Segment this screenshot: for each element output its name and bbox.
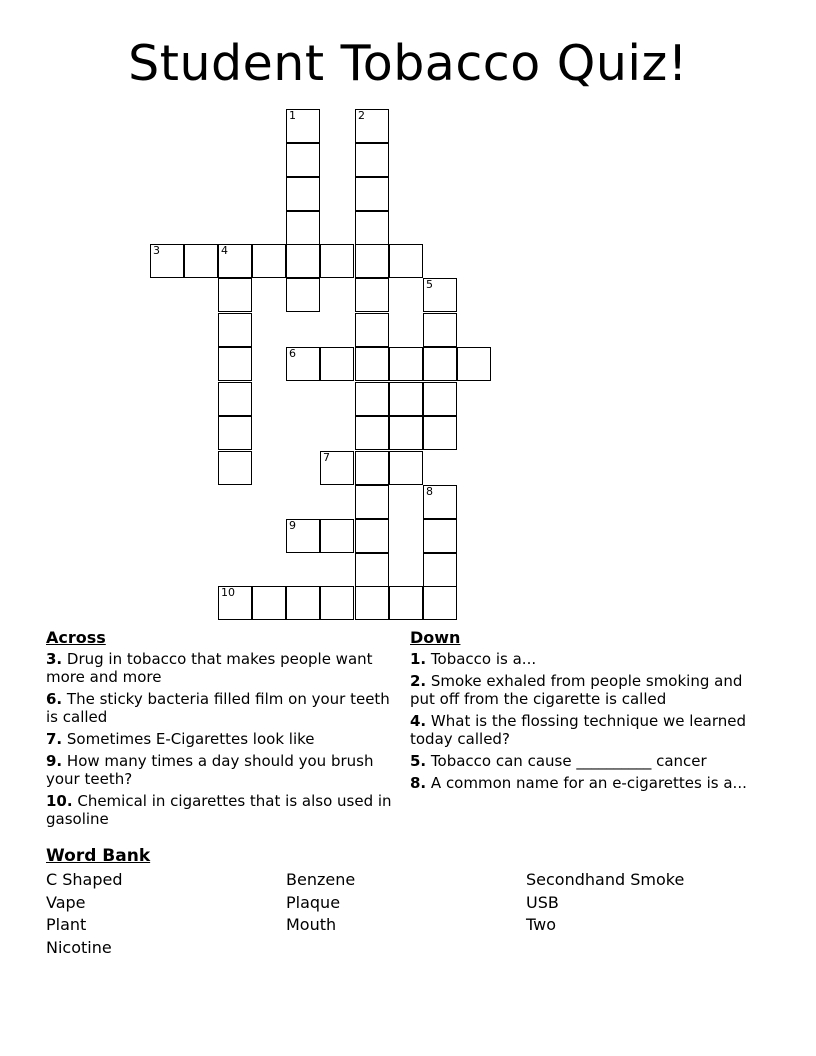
word-bank-section xyxy=(46,845,766,959)
crossword-cell[interactable] xyxy=(218,278,252,312)
clue-text: How many times a day should you brush your teeth? xyxy=(46,752,374,788)
clue-text: Drug in tobacco that makes people want more and more xyxy=(46,650,373,686)
clue-text: Chemical in cigarettes that is also used in gasoline xyxy=(46,792,392,828)
clue-number: 3. xyxy=(46,650,63,668)
crossword-cell[interactable] xyxy=(423,519,457,553)
crossword-cell[interactable] xyxy=(286,347,320,381)
crossword-cell[interactable] xyxy=(252,244,286,278)
crossword-cell[interactable] xyxy=(355,416,389,450)
clues-down-column xyxy=(410,628,755,796)
crossword-cell[interactable] xyxy=(286,278,320,312)
crossword-cell[interactable] xyxy=(389,382,423,416)
crossword-cell[interactable] xyxy=(355,177,389,211)
crossword-cell-number: 6 xyxy=(289,347,296,360)
crossword-cell[interactable] xyxy=(286,109,320,143)
clue-number: 5. xyxy=(410,752,427,770)
page-title: Student Tobacco Quiz! xyxy=(128,35,688,92)
crossword-cell[interactable] xyxy=(423,416,457,450)
crossword-cell[interactable] xyxy=(355,347,389,381)
crossword-cell[interactable] xyxy=(389,586,423,620)
crossword-cell[interactable] xyxy=(355,143,389,177)
crossword-cell[interactable] xyxy=(423,347,457,381)
clue-text: Smoke exhaled from people smoking and put off from the cigarette is called xyxy=(410,672,743,708)
clue-number: 4. xyxy=(410,712,427,730)
crossword-cell[interactable] xyxy=(320,347,354,381)
crossword-cell[interactable] xyxy=(184,244,218,278)
word-bank-column xyxy=(526,869,766,959)
clue-item-down-8 xyxy=(410,774,755,792)
crossword-cell[interactable] xyxy=(355,485,389,519)
crossword-cell[interactable] xyxy=(252,586,286,620)
crossword-cell-number: 7 xyxy=(323,451,330,464)
word-bank-word: Nicotine xyxy=(46,937,112,957)
clue-item-down-5 xyxy=(410,752,755,770)
crossword-cell[interactable] xyxy=(218,382,252,416)
crossword-cell[interactable] xyxy=(355,244,389,278)
clue-item-down-1 xyxy=(410,650,755,668)
clues-across-column xyxy=(46,628,396,832)
clue-item-across-3 xyxy=(46,650,396,686)
crossword-cell[interactable] xyxy=(320,244,354,278)
crossword-cell[interactable] xyxy=(355,382,389,416)
crossword-cell[interactable] xyxy=(286,586,320,620)
crossword-cell[interactable] xyxy=(218,451,252,485)
crossword-cell[interactable] xyxy=(355,109,389,143)
word-bank-word: Plant xyxy=(46,915,87,934)
crossword-cell[interactable] xyxy=(218,313,252,347)
clue-text: Tobacco can cause __________ cancer xyxy=(426,752,707,770)
crossword-cell[interactable] xyxy=(218,244,252,278)
word-bank-word: Plaque xyxy=(286,892,341,912)
crossword-cell[interactable] xyxy=(423,485,457,519)
clue-text: Sometimes E-Cigarettes look like xyxy=(62,730,315,748)
crossword-cell[interactable] xyxy=(218,586,252,620)
clue-text: A common name for an e-cigarettes is a... xyxy=(426,774,747,792)
crossword-cell-number: 4 xyxy=(221,244,228,257)
crossword-cell-number: 3 xyxy=(153,244,160,257)
clue-number: 2. xyxy=(410,672,427,690)
clue-number: 7. xyxy=(46,730,63,748)
clue-text: The sticky bacteria filled film on your teeth is called xyxy=(46,690,390,726)
word-bank-heading: Word Bank xyxy=(46,846,151,866)
word-bank-word: Secondhand Smoke xyxy=(526,870,685,889)
word-bank-word: Benzene xyxy=(286,870,356,889)
crossword-cell[interactable] xyxy=(423,313,457,347)
clues-down-list xyxy=(410,650,755,792)
crossword-cell-number: 8 xyxy=(426,485,433,498)
clues-section xyxy=(0,628,816,838)
crossword-cell[interactable] xyxy=(389,347,423,381)
clue-number: 10. xyxy=(46,792,73,810)
crossword-cell[interactable] xyxy=(150,244,184,278)
crossword-cell[interactable] xyxy=(320,519,354,553)
word-bank-column xyxy=(46,869,286,959)
crossword-cell[interactable] xyxy=(389,451,423,485)
crossword-cell[interactable] xyxy=(320,451,354,485)
crossword-cell-number: 5 xyxy=(426,278,433,291)
crossword-cell-number: 2 xyxy=(358,109,365,122)
crossword-cell[interactable] xyxy=(355,586,389,620)
word-bank-word: Mouth xyxy=(286,915,337,934)
crossword-cell[interactable] xyxy=(423,586,457,620)
crossword-cell-number: 1 xyxy=(289,109,296,122)
word-bank-column xyxy=(286,869,526,959)
crossword-cell[interactable] xyxy=(389,416,423,450)
clue-number: 1. xyxy=(410,650,427,668)
crossword-cell[interactable] xyxy=(320,586,354,620)
clue-number: 8. xyxy=(410,774,427,792)
clue-text: What is the flossing technique we learned today called? xyxy=(410,712,747,748)
crossword-cell[interactable] xyxy=(355,313,389,347)
word-bank-word: C Shaped xyxy=(46,870,123,889)
crossword-cell[interactable] xyxy=(423,382,457,416)
clues-across-list xyxy=(46,650,396,828)
crossword-cell-number: 9 xyxy=(289,519,296,532)
crossword-cell[interactable] xyxy=(218,416,252,450)
clue-item-down-2 xyxy=(410,672,755,708)
word-bank-word: Vape xyxy=(46,892,86,912)
crossword-cell[interactable] xyxy=(355,519,389,553)
word-bank-columns xyxy=(46,869,766,959)
clue-number: 6. xyxy=(46,690,63,708)
crossword-cell[interactable] xyxy=(355,278,389,312)
crossword-cell[interactable] xyxy=(423,553,457,587)
crossword-cell[interactable] xyxy=(286,143,320,177)
crossword-cell[interactable] xyxy=(389,244,423,278)
crossword-cell-number: 10 xyxy=(221,586,235,599)
crossword-cell[interactable] xyxy=(286,211,320,245)
clue-item-down-4 xyxy=(410,712,755,748)
clue-number: 9. xyxy=(46,752,63,770)
word-bank-word: USB xyxy=(526,892,559,912)
crossword-cell[interactable] xyxy=(218,347,252,381)
crossword-cell[interactable] xyxy=(286,244,320,278)
clues-across-heading: Across xyxy=(46,628,106,647)
crossword-cell[interactable] xyxy=(286,519,320,553)
clue-item-across-9 xyxy=(46,752,396,788)
crossword-cell[interactable] xyxy=(457,347,491,381)
crossword-cell[interactable] xyxy=(355,553,389,587)
clue-text: Tobacco is a... xyxy=(426,650,537,668)
clues-down-heading: Down xyxy=(410,628,461,647)
crossword-cell[interactable] xyxy=(355,451,389,485)
clue-item-across-7 xyxy=(46,730,396,748)
word-bank-word: Two xyxy=(526,915,556,934)
crossword-cell[interactable] xyxy=(423,278,457,312)
clue-item-across-6 xyxy=(46,690,396,726)
crossword-cell[interactable] xyxy=(286,177,320,211)
crossword-cell[interactable] xyxy=(355,211,389,245)
clue-item-across-10 xyxy=(46,792,396,828)
